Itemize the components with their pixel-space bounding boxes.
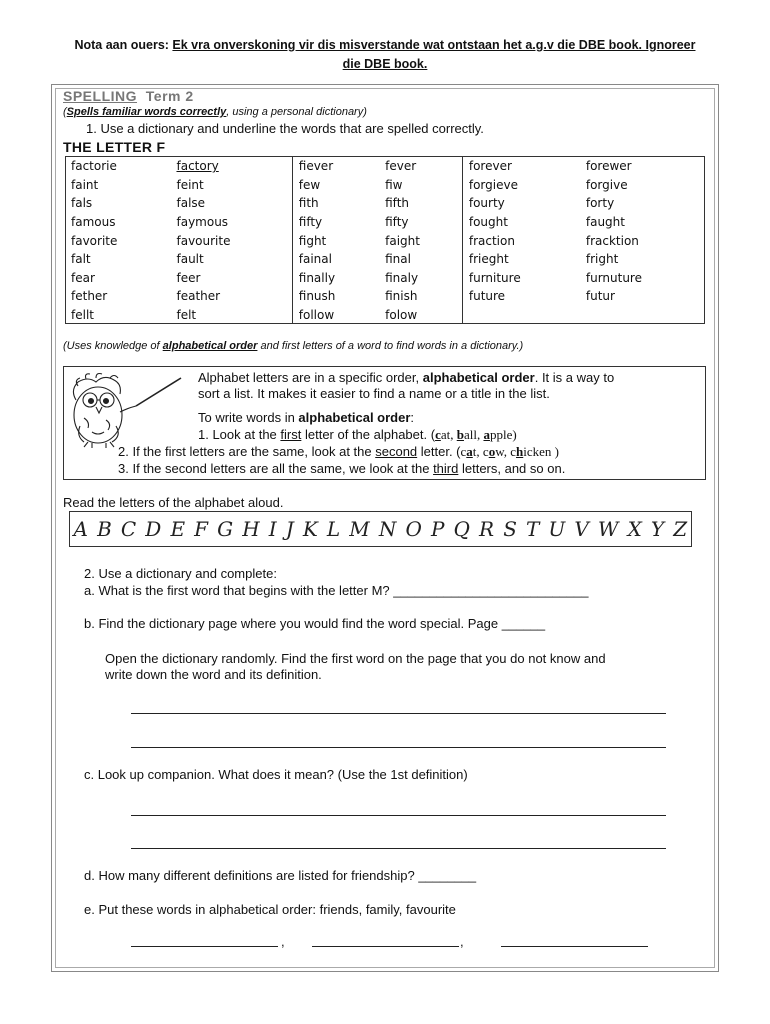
question-1: 1. Use a dictionary and underline the words that are spelled correctly. — [86, 121, 484, 136]
question-2e: e. Put these words in alphabetical order: friends, family, favourite — [84, 902, 456, 917]
parent-note-line1: Ek vra onverskoning vir dis misverstande wat ontstaan het a.g.v die DBE book. Ignoreer — [172, 38, 696, 52]
worksheet-title — [63, 88, 194, 104]
info-s3b: third — [433, 461, 459, 476]
sub-open: ( — [63, 106, 67, 118]
info-s3a: 3. If the second letters are all the same, we look at the — [118, 461, 434, 476]
info-paragraph-1 — [198, 370, 703, 402]
info-s3c: letters, and so on. — [458, 461, 566, 476]
word-cell: felt — [176, 308, 197, 323]
word-cell: fault — [176, 252, 204, 267]
info-p1c: . It is a way to — [534, 370, 615, 385]
alphabet-letter: B — [97, 517, 112, 541]
alphabet-letter: R — [479, 517, 495, 541]
word-cell: fainal — [292, 250, 379, 269]
open-dictionary-line-2: write down the word and its definition. — [105, 667, 322, 682]
word-table-row — [65, 213, 705, 232]
alphabet-letter: V — [574, 517, 589, 541]
word-cell: fiever — [292, 157, 379, 176]
word-cell: fever — [385, 159, 417, 174]
info-s1b: first — [280, 427, 302, 442]
alphabet-letter: J — [285, 517, 294, 541]
comma: , — [281, 934, 285, 949]
ex2-tco: t, c — [472, 444, 489, 459]
alpha-knowledge-bold: alphabetical order — [162, 340, 258, 352]
alphabet-instruction: Read the letters of the alphabet aloud. — [63, 495, 284, 510]
word-cell: fought — [462, 213, 580, 232]
info-p1b: alphabetical order — [422, 370, 535, 385]
alphabet-letter: G — [217, 517, 234, 541]
word-cell: frieght — [462, 250, 580, 269]
alphabet-letter: A — [73, 517, 88, 541]
info-s2c: letter. ( — [417, 444, 461, 459]
ex2-c: c — [460, 444, 467, 459]
parent-note — [0, 36, 770, 74]
word-table-row — [65, 157, 705, 176]
alphabet-letter: P — [430, 517, 445, 541]
info-s1-example — [435, 427, 517, 442]
alphabet-letter: Z — [673, 517, 688, 541]
term-heading: Term 2 — [145, 88, 194, 104]
word-cell — [580, 306, 705, 325]
word-cell: fals — [71, 196, 93, 211]
word-cell: fourty — [462, 194, 580, 213]
word-cell: furnuture — [585, 270, 642, 285]
word-cell: fifty — [292, 213, 379, 232]
word-cell: fifty — [385, 215, 409, 230]
word-cell: famous — [71, 215, 116, 230]
word-cell: finush — [292, 287, 379, 306]
ex2-a: a — [466, 444, 473, 459]
word-table-row — [65, 306, 705, 325]
ex2-o: o — [488, 444, 496, 459]
alphabet-letter: F — [194, 517, 209, 541]
answer-line[interactable] — [131, 747, 666, 748]
word-cell: fether — [71, 289, 108, 304]
alphabet-letter: U — [548, 517, 566, 541]
question-2: 2. Use a dictionary and complete: — [84, 566, 277, 581]
alphabet-letter: L — [326, 517, 341, 541]
letter-f-heading: THE LETTER F — [63, 139, 166, 155]
ex2-h: h — [516, 444, 524, 459]
word-cell: favourite — [176, 233, 231, 248]
alphabet-letter: M — [349, 517, 370, 541]
word-cell: faight — [385, 233, 420, 248]
word-table-row — [65, 194, 705, 213]
alphabet-letter: W — [597, 517, 619, 541]
word-table-row — [65, 176, 705, 195]
word-cell: factory — [176, 159, 219, 174]
info-s2-example — [461, 444, 559, 459]
skill-subtitle — [63, 106, 367, 118]
info-s2a: 2. If the first letters are the same, look at the — [118, 444, 376, 459]
alphabet-letter: O — [405, 517, 422, 541]
word-cell: fraction — [462, 231, 580, 250]
alpha-knowledge-note — [63, 340, 523, 352]
alphabet-letter: I — [268, 517, 277, 541]
alphabet-letter: T — [525, 517, 540, 541]
info-p1d: sort a list. It makes it easier to find a name or a title in the list. — [198, 386, 550, 401]
word-table-row — [65, 250, 705, 269]
word-cell: fright — [585, 252, 619, 267]
info-s2b: second — [375, 444, 418, 459]
alphabet-letter: Q — [453, 517, 470, 541]
word-cell: falt — [71, 252, 91, 267]
info-step-2 — [118, 444, 559, 460]
info-p1a: Alphabet letters are in a specific order, — [198, 370, 423, 385]
word-cell: fracktion — [585, 233, 639, 248]
alphabet-letter: S — [503, 517, 517, 541]
info-p2c: : — [410, 410, 415, 425]
word-table — [65, 157, 705, 324]
alphabet-row — [69, 512, 692, 546]
word-table-row — [65, 231, 705, 250]
skill-bold: Spells familiar words correctly — [66, 106, 227, 118]
info-s1a: 1. Look at the — [198, 427, 281, 442]
open-dictionary-line-1: Open the dictionary randomly. Find the first word on the page that you do not know and — [105, 651, 606, 666]
word-cell: favorite — [71, 233, 118, 248]
info-p2a: To write words in — [198, 410, 299, 425]
word-cell: forewer — [585, 159, 632, 174]
alpha-knowledge-suffix: and first letters of a word to find words in a dictionary.) — [257, 340, 524, 352]
alphabet-letter: K — [302, 517, 318, 541]
word-cell: factorie — [71, 159, 117, 174]
word-cell: fellt — [71, 308, 94, 323]
word-cell: feint — [176, 177, 204, 192]
word-cell: futur — [585, 289, 615, 304]
alphabet-letter: N — [378, 517, 397, 541]
word-cell: forgieve — [462, 176, 580, 195]
info-p2b: alphabetical order — [298, 410, 411, 425]
info-s1c: letter of the alphabet. ( — [301, 427, 436, 442]
parent-note-line2: die DBE book. — [342, 57, 428, 71]
ex-all: all, — [463, 427, 484, 442]
word-table-row — [65, 287, 705, 306]
word-cell: forgive — [585, 177, 628, 192]
word-cell: fight — [292, 231, 379, 250]
ex2-icken: icken ) — [523, 444, 559, 459]
ex-pple: pple) — [489, 427, 517, 442]
answer-line[interactable] — [131, 848, 666, 849]
ex-b: b — [456, 427, 464, 442]
word-cell: forever — [462, 157, 580, 176]
answer-line[interactable] — [131, 713, 666, 714]
word-cell: faint — [71, 177, 99, 192]
alpha-knowledge-prefix: (Uses knowledge of — [63, 340, 163, 352]
parent-note-prefix: Nota aan ouers: — [74, 38, 173, 52]
word-table-row — [65, 269, 705, 288]
word-cell: follow — [292, 306, 379, 325]
alphabet-letter: H — [242, 517, 260, 541]
word-cell — [462, 306, 580, 325]
ex-at: at, — [440, 427, 457, 442]
question-2c: c. Look up companion. What does it mean? (Use the 1st definition) — [84, 767, 468, 782]
alphabet-letter: C — [120, 517, 137, 541]
word-cell: feather — [176, 289, 221, 304]
comma: , — [460, 934, 464, 949]
word-cell: feer — [176, 270, 201, 285]
question-2a: a. What is the first word that begins with the letter M? ___________________________ — [84, 583, 589, 598]
owl-teacher-icon — [66, 370, 186, 450]
spelling-heading: SPELLING — [63, 88, 138, 104]
word-cell: finaly — [385, 270, 419, 285]
ex2-wc: w, c — [495, 444, 517, 459]
word-cell: future — [462, 287, 580, 306]
word-cell: fifth — [385, 196, 410, 211]
order-answer-line[interactable] — [131, 946, 278, 947]
ex-c: c — [435, 427, 441, 442]
alphabet-letter: X — [627, 517, 642, 541]
info-paragraph-2 — [198, 410, 414, 426]
word-cell: fear — [71, 270, 95, 285]
word-cell: final — [385, 252, 411, 267]
info-step-3 — [118, 461, 565, 477]
skill-rest: , using a personal dictionary) — [226, 106, 367, 118]
word-cell: folow — [385, 308, 418, 323]
word-cell: few — [292, 176, 379, 195]
order-answer-line[interactable] — [501, 946, 648, 947]
answer-line[interactable] — [131, 815, 666, 816]
word-cell: faymous — [176, 215, 229, 230]
word-cell: forty — [585, 196, 615, 211]
info-step-1 — [198, 427, 517, 443]
question-2b: b. Find the dictionary page where you would find the word special. Page ______ — [84, 616, 546, 631]
word-cell: fiw — [385, 177, 403, 192]
ex-a: a — [483, 427, 490, 442]
word-cell: faught — [585, 215, 625, 230]
order-answer-line[interactable] — [312, 946, 459, 947]
word-cell: finish — [385, 289, 418, 304]
alphabet-letter: Y — [650, 517, 665, 541]
word-cell: furniture — [462, 269, 580, 288]
alphabet-letter: E — [170, 517, 186, 541]
word-cell: finally — [292, 269, 379, 288]
question-2d: d. How many different definitions are listed for friendship? ________ — [84, 868, 477, 883]
word-cell: false — [176, 196, 206, 211]
alphabet-letter: D — [145, 517, 162, 541]
word-cell: fith — [292, 194, 379, 213]
